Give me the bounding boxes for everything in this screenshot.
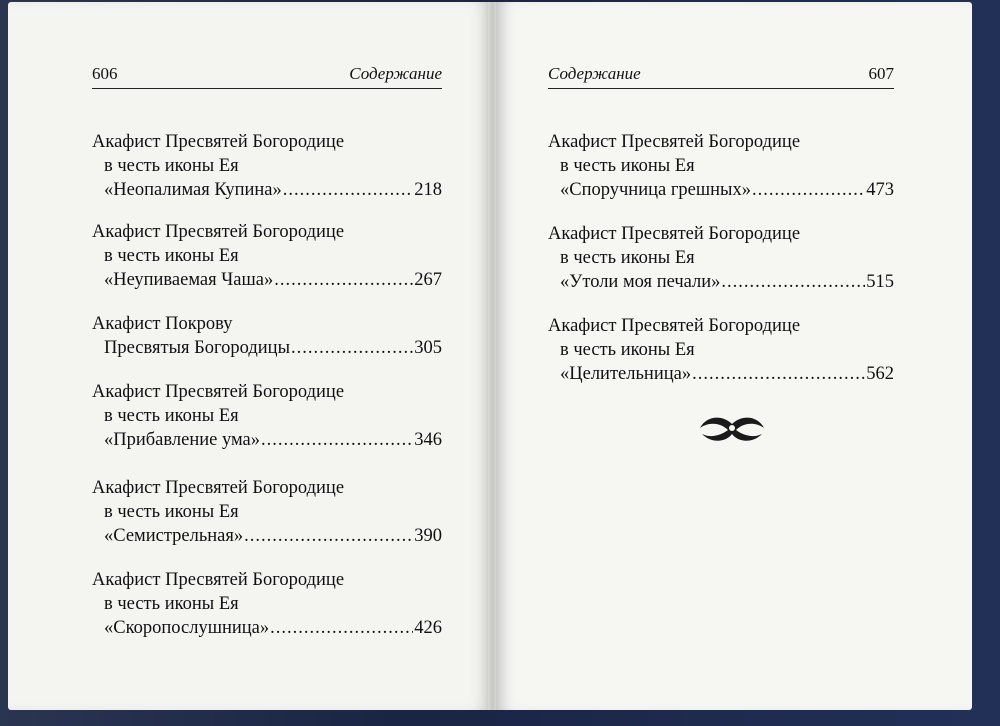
toc-entry-subheading: в честь иконы Ея <box>104 156 239 176</box>
toc-entry <box>92 130 442 202</box>
toc-entry-heading: Акафист Пресвятей Богородице <box>548 132 801 152</box>
toc-entry-title-line <box>548 362 894 386</box>
right-section-title: Содержание <box>548 64 641 83</box>
toc-entry-subheading: в честь иконы Ея <box>104 406 239 426</box>
toc-leader-dots <box>270 616 413 640</box>
toc-leader-dots <box>291 336 413 360</box>
toc-leader-dots <box>261 428 413 452</box>
toc-entry-title: «Утоли моя печали» <box>560 272 721 292</box>
toc-leader-dots <box>752 178 865 202</box>
toc-entry <box>92 568 442 640</box>
toc-entry <box>92 380 442 452</box>
toc-leader-dots <box>692 362 865 386</box>
toc-leader-dots <box>274 268 413 292</box>
toc-entry-heading: Акафист Пресвятей Богородице <box>92 132 345 152</box>
toc-entry-heading: Акафист Пресвятей Богородице <box>548 316 801 336</box>
toc-entry-page: 305 <box>414 338 442 358</box>
right-page <box>496 2 972 710</box>
toc-entry-title: Пресвятыя Богородицы <box>104 338 291 358</box>
toc-entry-page: 218 <box>414 180 442 200</box>
floral-ornament-icon <box>692 406 772 450</box>
toc-entry-title: «Скоропослушница» <box>104 618 270 638</box>
toc-leader-dots <box>721 270 865 294</box>
toc-entry-title-line <box>548 178 894 202</box>
right-page-number: 607 <box>868 64 894 83</box>
toc-entry <box>548 222 894 294</box>
toc-entry-title: «Неупиваемая Чаша» <box>104 270 274 290</box>
left-page-number: 606 <box>92 64 118 83</box>
toc-entry-subheading: в честь иконы Ея <box>560 340 695 360</box>
toc-entry-title-line <box>548 270 894 294</box>
toc-leader-dots <box>244 524 413 548</box>
toc-entry-title-line <box>92 268 442 292</box>
toc-entry-title: «Семистрельная» <box>104 526 244 546</box>
toc-entry <box>92 220 442 292</box>
left-section-title: Содержание <box>349 64 442 83</box>
toc-entry-page: 473 <box>866 180 894 200</box>
toc-leader-dots <box>283 178 413 202</box>
toc-entry-title-line <box>92 336 442 360</box>
toc-entry-title: «Споручница грешных» <box>560 180 751 200</box>
toc-entry-title: «Прибавление ума» <box>104 430 261 450</box>
toc-entry-subheading: в честь иконы Ея <box>104 246 239 266</box>
toc-entry <box>92 476 442 548</box>
toc-entry <box>548 130 894 202</box>
toc-entry <box>548 314 894 386</box>
left-page-header <box>92 64 442 89</box>
toc-entry-title-line <box>92 616 442 640</box>
toc-entry-title-line <box>92 524 442 548</box>
toc-entry-title: «Неопалимая Купина» <box>104 180 282 200</box>
toc-entry <box>92 312 442 360</box>
toc-entry-page: 515 <box>866 272 894 292</box>
toc-entry-page: 562 <box>866 364 894 384</box>
right-page-header <box>548 64 894 89</box>
toc-entry-heading: Акафист Пресвятей Богородице <box>92 222 345 242</box>
toc-entry-page: 267 <box>414 270 442 290</box>
toc-entry-title: «Целительница» <box>560 364 692 384</box>
toc-entry-heading: Акафист Пресвятей Богородице <box>92 478 345 498</box>
toc-entry-subheading: в честь иконы Ея <box>104 502 239 522</box>
toc-entry-heading: Акафист Покрову <box>92 314 233 334</box>
toc-entry-page: 426 <box>414 618 442 638</box>
toc-entry-heading: Акафист Пресвятей Богородице <box>92 570 345 590</box>
toc-entry-subheading: в честь иконы Ея <box>104 594 239 614</box>
toc-entry-heading: Акафист Пресвятей Богородице <box>92 382 345 402</box>
toc-entry-title-line <box>92 428 442 452</box>
toc-entry-subheading: в честь иконы Ея <box>560 156 695 176</box>
toc-entry-subheading: в честь иконы Ея <box>560 248 695 268</box>
left-page <box>8 2 492 710</box>
toc-entry-title-line <box>92 178 442 202</box>
toc-entry-page: 390 <box>414 526 442 546</box>
toc-entry-page: 346 <box>414 430 442 450</box>
toc-entry-heading: Акафист Пресвятей Богородице <box>548 224 801 244</box>
